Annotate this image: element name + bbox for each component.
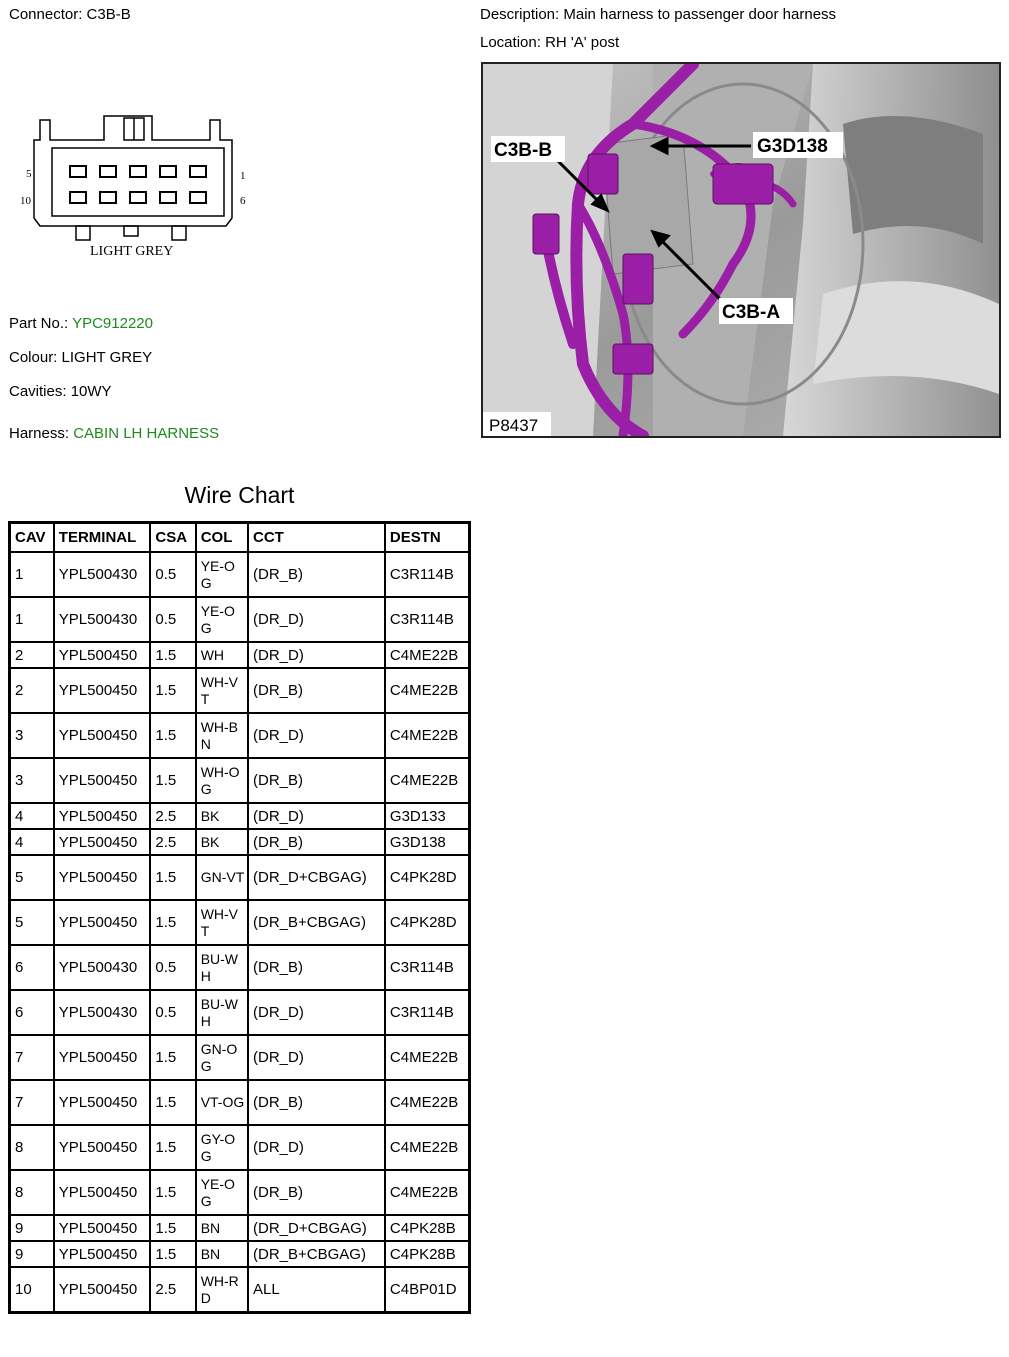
- cell-destn: C4PK28D: [385, 855, 470, 900]
- cell-terminal: YPL500450: [54, 1080, 151, 1125]
- cell-col: VT-OG: [196, 1080, 248, 1125]
- cell-terminal: YPL500430: [54, 552, 151, 597]
- wire-table-row: [10, 900, 470, 945]
- wire-table-row: [10, 758, 470, 803]
- wire-table-row: [10, 1241, 470, 1267]
- callout-c3b-b: C3B-B: [494, 140, 553, 161]
- wire-table-row: [10, 1035, 470, 1080]
- cell-col: WH: [196, 642, 248, 668]
- cell-cct: (DR_D): [248, 642, 385, 668]
- pin-label-right-top: 1: [240, 170, 246, 182]
- cell-col: BN: [196, 1215, 248, 1241]
- callout-g3d138: G3D138: [757, 136, 828, 157]
- wire-table-body: [10, 552, 470, 1313]
- description-label: Description:: [480, 6, 560, 23]
- cell-col: BK: [196, 803, 248, 829]
- cell-terminal: YPL500450: [54, 1125, 151, 1170]
- wire-table-row: [10, 1215, 470, 1241]
- part-no-label: Part No.:: [9, 315, 69, 332]
- description-value: Main harness to passenger door harness: [563, 6, 837, 23]
- cell-terminal: YPL500450: [54, 855, 151, 900]
- cell-terminal: YPL500450: [54, 1241, 151, 1267]
- cell-destn: C3R114B: [385, 990, 470, 1035]
- cell-cct: (DR_D+CBGAG): [248, 1215, 385, 1241]
- location-value: RH 'A' post: [545, 34, 620, 51]
- cell-csa: 1.5: [150, 900, 195, 945]
- cell-terminal: YPL500430: [54, 945, 151, 990]
- cell-terminal: YPL500450: [54, 829, 151, 855]
- cell-cav: 7: [10, 1035, 54, 1080]
- cell-terminal: YPL500450: [54, 758, 151, 803]
- wire-table-row: [10, 642, 470, 668]
- cell-destn: C4ME22B: [385, 642, 470, 668]
- wire-table-row: [10, 713, 470, 758]
- cell-csa: 2.5: [150, 803, 195, 829]
- cell-terminal: YPL500450: [54, 713, 151, 758]
- cell-destn: C4PK28B: [385, 1241, 470, 1267]
- colour-label: Colour:: [9, 349, 58, 366]
- cell-terminal: YPL500450: [54, 803, 151, 829]
- connector-value: C3B-B: [86, 6, 131, 23]
- cell-destn: C4ME22B: [385, 668, 470, 713]
- cell-col: BN: [196, 1241, 248, 1267]
- connector-label: Connector:: [9, 6, 83, 23]
- location-line: [480, 34, 619, 51]
- cell-col: WH-OG: [196, 758, 248, 803]
- wire-table-row: [10, 1267, 470, 1313]
- cell-cav: 6: [10, 945, 54, 990]
- cell-col: WH-VT: [196, 900, 248, 945]
- header-col: COL: [196, 523, 248, 553]
- cell-terminal: YPL500430: [54, 597, 151, 642]
- harness-label: Harness:: [9, 425, 70, 442]
- cell-terminal: YPL500450: [54, 1267, 151, 1313]
- cell-csa: 1.5: [150, 855, 195, 900]
- cell-cav: 3: [10, 713, 54, 758]
- cavities-label: Cavities:: [9, 383, 67, 400]
- cell-terminal: YPL500450: [54, 1035, 151, 1080]
- wire-table-header-row: [10, 523, 470, 553]
- cell-cct: (DR_D): [248, 803, 385, 829]
- cell-cct: (DR_B): [248, 1170, 385, 1215]
- cell-destn: C4PK28D: [385, 900, 470, 945]
- connector-colour-caption: LIGHT GREY: [90, 244, 174, 259]
- cell-csa: 1.5: [150, 1035, 195, 1080]
- cell-col: YE-OG: [196, 597, 248, 642]
- cell-csa: 1.5: [150, 1215, 195, 1241]
- wire-chart-title: Wire Chart: [184, 482, 295, 508]
- cell-cct: (DR_B+CBGAG): [248, 900, 385, 945]
- cell-cav: 8: [10, 1125, 54, 1170]
- cell-destn: C4BP01D: [385, 1267, 470, 1313]
- cell-destn: C4ME22B: [385, 1170, 470, 1215]
- cell-csa: 1.5: [150, 758, 195, 803]
- cell-col: WH-BN: [196, 713, 248, 758]
- harness-value: CABIN LH HARNESS: [73, 425, 220, 442]
- cell-cav: 6: [10, 990, 54, 1035]
- cell-csa: 2.5: [150, 829, 195, 855]
- wire-table-row: [10, 1125, 470, 1170]
- cell-cct: (DR_D): [248, 1035, 385, 1080]
- cell-cct: (DR_B): [248, 1080, 385, 1125]
- photo-id-label: P8437: [489, 416, 539, 435]
- colour-line: [9, 349, 152, 366]
- cell-col: YE-OG: [196, 1170, 248, 1215]
- cell-terminal: YPL500450: [54, 900, 151, 945]
- cell-csa: 0.5: [150, 552, 195, 597]
- cell-cct: (DR_D): [248, 1125, 385, 1170]
- cell-col: BU-WH: [196, 990, 248, 1035]
- cell-csa: 1.5: [150, 1241, 195, 1267]
- cell-cav: 9: [10, 1215, 54, 1241]
- location-label: Location:: [480, 34, 541, 51]
- cell-terminal: YPL500450: [54, 668, 151, 713]
- harness-location-illustration: [483, 64, 999, 436]
- cell-cct: (DR_D): [248, 597, 385, 642]
- cell-cct: (DR_D): [248, 990, 385, 1035]
- part-no-value: YPC912220: [72, 315, 153, 332]
- cavities-line: [9, 383, 112, 400]
- cell-csa: 0.5: [150, 597, 195, 642]
- description-line: [480, 6, 836, 23]
- cell-terminal: YPL500430: [54, 990, 151, 1035]
- location-photo: [481, 62, 1001, 438]
- cell-cct: (DR_B): [248, 552, 385, 597]
- cell-cav: 3: [10, 758, 54, 803]
- pin-label-left-bottom: 10: [20, 195, 31, 207]
- cell-csa: 0.5: [150, 945, 195, 990]
- cell-col: GY-OG: [196, 1125, 248, 1170]
- cell-cct: (DR_B): [248, 829, 385, 855]
- cell-col: WH-RD: [196, 1267, 248, 1313]
- cell-cav: 2: [10, 668, 54, 713]
- wire-table-row: [10, 1170, 470, 1215]
- header-cav: CAV: [10, 523, 54, 553]
- cell-destn: C4ME22B: [385, 1035, 470, 1080]
- cell-cct: (DR_B): [248, 668, 385, 713]
- header-csa: CSA: [150, 523, 195, 553]
- cell-destn: C4PK28B: [385, 1215, 470, 1241]
- cell-destn: C4ME22B: [385, 758, 470, 803]
- colour-value: LIGHT GREY: [61, 349, 153, 366]
- cell-cct: ALL: [248, 1267, 385, 1313]
- cell-cct: (DR_D+CBGAG): [248, 855, 385, 900]
- cell-cct: (DR_D): [248, 713, 385, 758]
- harness-line: [9, 425, 219, 442]
- cell-destn: G3D138: [385, 829, 470, 855]
- wire-table-row: [10, 829, 470, 855]
- cell-csa: 1.5: [150, 1170, 195, 1215]
- wire-table-row: [10, 945, 470, 990]
- cell-col: GN-VT: [196, 855, 248, 900]
- wire-table-row: [10, 990, 470, 1035]
- cell-terminal: YPL500450: [54, 642, 151, 668]
- cell-cct: (DR_B): [248, 945, 385, 990]
- cell-csa: 1.5: [150, 1125, 195, 1170]
- cell-terminal: YPL500450: [54, 1215, 151, 1241]
- cell-cav: 10: [10, 1267, 54, 1313]
- wire-table-row: [10, 668, 470, 713]
- part-no-line: [9, 315, 153, 332]
- cell-csa: 2.5: [150, 1267, 195, 1313]
- cell-destn: C3R114B: [385, 597, 470, 642]
- pin-label-left-top: 5: [26, 168, 32, 180]
- wire-table-row: [10, 597, 470, 642]
- cell-cav: 5: [10, 855, 54, 900]
- cell-cav: 9: [10, 1241, 54, 1267]
- wire-table-row: [10, 855, 470, 900]
- header-terminal: TERMINAL: [54, 523, 151, 553]
- header-destn: DESTN: [385, 523, 470, 553]
- cell-cct: (DR_B+CBGAG): [248, 1241, 385, 1267]
- cell-col: BU-WH: [196, 945, 248, 990]
- cell-csa: 1.5: [150, 713, 195, 758]
- cell-csa: 0.5: [150, 990, 195, 1035]
- cell-cav: 2: [10, 642, 54, 668]
- cell-cav: 4: [10, 829, 54, 855]
- wire-table-row: [10, 803, 470, 829]
- cell-cav: 1: [10, 552, 54, 597]
- cell-cav: 1: [10, 597, 54, 642]
- cell-col: WH-VT: [196, 668, 248, 713]
- header-cct: CCT: [248, 523, 385, 553]
- cell-destn: G3D133: [385, 803, 470, 829]
- cell-terminal: YPL500450: [54, 1170, 151, 1215]
- wire-chart-table: [8, 521, 471, 1314]
- cell-destn: C4ME22B: [385, 1080, 470, 1125]
- cell-destn: C3R114B: [385, 945, 470, 990]
- cell-cav: 4: [10, 803, 54, 829]
- cell-col: BK: [196, 829, 248, 855]
- connector-line: [9, 6, 131, 23]
- cell-col: GN-OG: [196, 1035, 248, 1080]
- cell-csa: 1.5: [150, 642, 195, 668]
- cell-cav: 7: [10, 1080, 54, 1125]
- cell-cav: 5: [10, 900, 54, 945]
- cell-destn: C3R114B: [385, 552, 470, 597]
- wire-table-row: [10, 1080, 470, 1125]
- wire-table-row: [10, 552, 470, 597]
- connector-face-diagram: [14, 108, 254, 263]
- pin-label-right-bottom: 6: [240, 195, 246, 207]
- cell-destn: C4ME22B: [385, 1125, 470, 1170]
- cell-cav: 8: [10, 1170, 54, 1215]
- cell-col: YE-OG: [196, 552, 248, 597]
- cell-csa: 1.5: [150, 1080, 195, 1125]
- cell-cct: (DR_B): [248, 758, 385, 803]
- callout-c3b-a: C3B-A: [722, 302, 781, 323]
- cell-destn: C4ME22B: [385, 713, 470, 758]
- cell-csa: 1.5: [150, 668, 195, 713]
- cavities-value: 10WY: [70, 383, 112, 400]
